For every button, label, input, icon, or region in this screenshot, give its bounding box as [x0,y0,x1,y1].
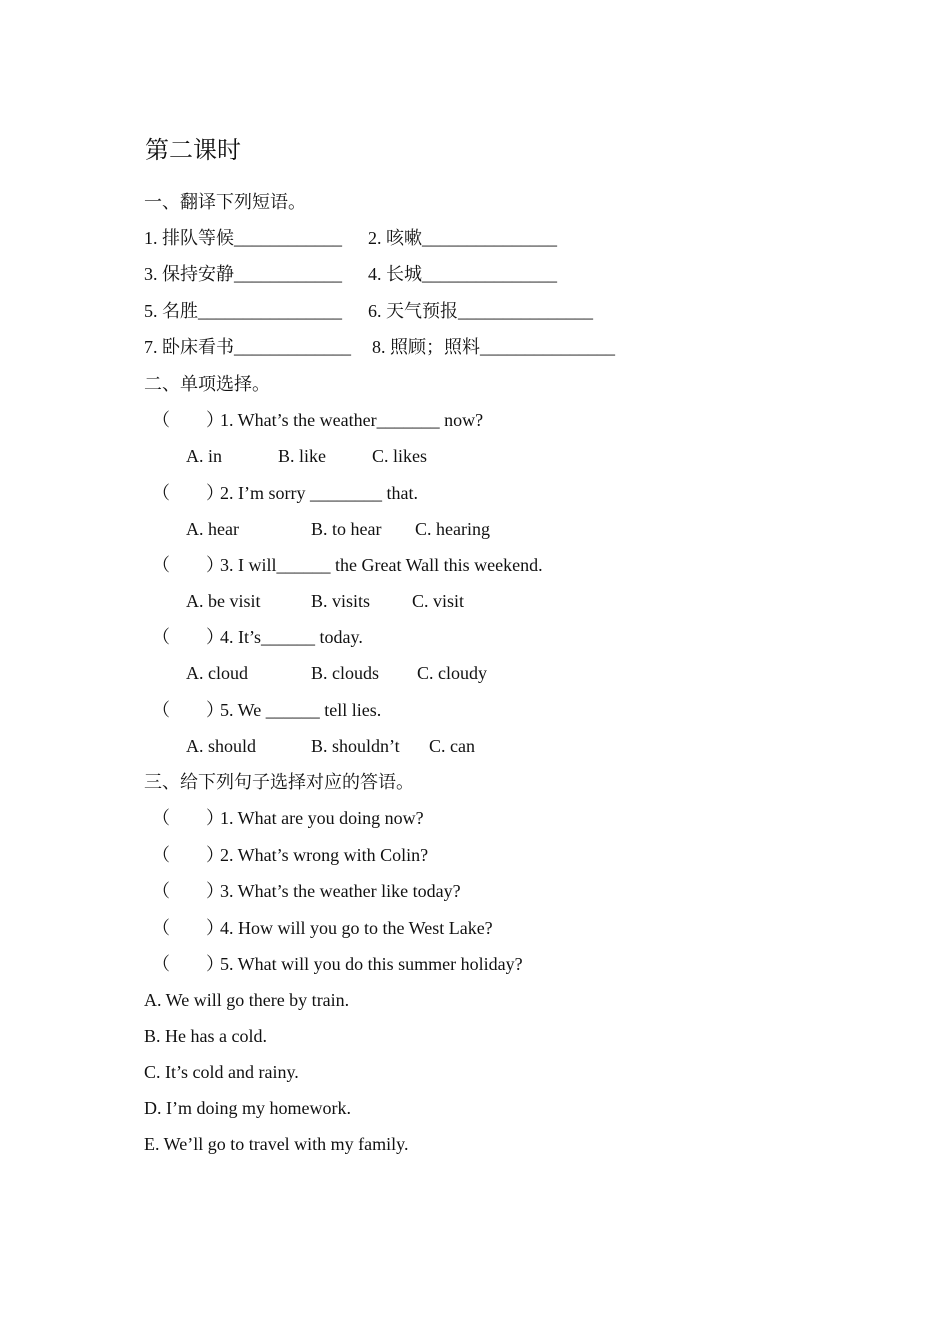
question-text: 2. I’m sorry ________ that. [220,483,418,503]
option-b: B. like [278,446,326,466]
section3-heading: 三、给下列句子选择对应的答语。 [144,772,414,792]
option-b: B. shouldn’t [311,736,400,756]
option-b: B. to hear [311,519,382,539]
answer-blank[interactable]: （ ） [152,808,224,828]
option-b: B. visits [311,591,371,611]
phrase-item: 3. 保持安静____________ [144,264,342,284]
option-c: C. visit [412,591,465,611]
question-text: 4. How will you go to the West Lake? [220,918,493,938]
answer-blank[interactable]: （ ） [152,954,224,974]
answer-blank[interactable]: （ ） [152,918,224,938]
answer-option: E. We’ll go to travel with my family. [144,1134,409,1154]
phrase-item: 7. 卧床看书_____________ [144,337,351,357]
option-a: A. be visit [186,591,261,611]
section1-heading: 一、翻译下列短语。 [144,192,306,212]
answer-option: C. It’s cold and rainy. [144,1062,299,1082]
phrase-item: 1. 排队等候____________ [144,228,342,248]
option-a: A. cloud [186,663,248,683]
answer-blank[interactable]: （ ） [152,845,224,865]
answer-blank[interactable]: （ ） [152,483,224,503]
answer-option: B. He has a cold. [144,1026,267,1046]
answer-option: D. I’m doing my homework. [144,1098,351,1118]
option-a: A. hear [186,519,239,539]
question-text: 1. What’s the weather_______ now? [220,410,484,430]
question-text: 2. What’s wrong with Colin? [220,845,429,865]
phrase-item: 2. 咳嗽_______________ [368,228,557,248]
phrase-item: 6. 天气预报_______________ [368,301,593,321]
option-b: B. clouds [311,663,380,683]
section2-heading: 二、单项选择。 [144,374,270,394]
answer-option: A. We will go there by train. [144,990,350,1010]
answer-blank[interactable]: （ ） [152,627,224,647]
question-text: 5. What will you do this summer holiday? [220,954,523,974]
question-text: 3. I will______ the Great Wall this weekend. [220,555,543,575]
option-a: A. in [186,446,222,466]
phrase-item: 5. 名胜________________ [144,301,342,321]
page-title: 第二课时 [145,138,241,164]
phrase-item: 8. 照顾；照料_______________ [372,337,615,357]
option-c: C. hearing [415,519,490,539]
option-c: C. cloudy [417,663,487,683]
answer-blank[interactable]: （ ） [152,555,224,575]
option-c: C. can [429,736,475,756]
phrase-item: 4. 长城_______________ [368,264,557,284]
answer-blank[interactable]: （ ） [152,410,224,430]
question-text: 3. What’s the weather like today? [220,881,461,901]
question-text: 5. We ______ tell lies. [220,700,382,720]
option-c: C. likes [372,446,428,466]
answer-blank[interactable]: （ ） [152,881,224,901]
question-text: 4. It’s______ today. [220,627,363,647]
question-text: 1. What are you doing now? [220,808,424,828]
answer-blank[interactable]: （ ） [152,700,224,720]
option-a: A. should [186,736,257,756]
